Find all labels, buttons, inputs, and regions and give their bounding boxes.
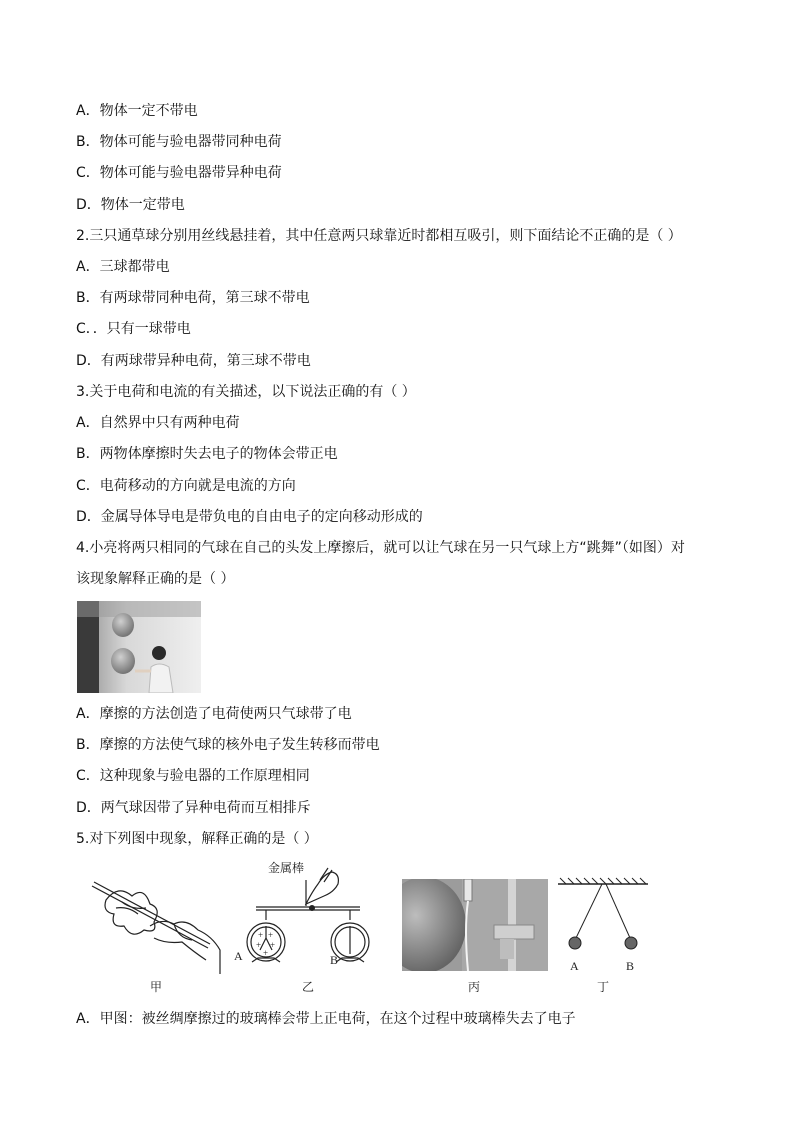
q3-stem: 3.关于电荷和电流的有关描述，以下说法正确的有（ ） [76, 384, 416, 400]
q4-option-d: D．两气球因带了异种电荷而互相排斥 [76, 800, 311, 816]
q3-option-d: D．金属导体导电是带负电的自由电子的定向移动形成的 [76, 509, 423, 525]
svg-text:+: + [256, 940, 262, 950]
q1-option-b: B．物体可能与验电器带同种电荷 [76, 134, 282, 150]
q2-option-d: D．有两球带异种电荷，第三球不带电 [76, 353, 311, 369]
caption-yi: 乙 [302, 980, 315, 994]
figure-jia [88, 878, 224, 974]
figure-bing [402, 879, 548, 971]
svg-text:+: + [270, 940, 276, 950]
ding-label-b: B [626, 959, 635, 973]
caption-ding: 丁 [597, 980, 610, 994]
q4-option-a: A．摩擦的方法创造了电荷使两只气球带了电 [76, 706, 352, 722]
q4-option-b: B．摩擦的方法使气球的核外电子发生转移而带电 [76, 737, 380, 753]
q4-stem-line2: 该现象解释正确的是（ ） [76, 571, 235, 587]
q1-option-a: A．物体一定不带电 [76, 103, 198, 119]
q2-option-c: C．．只有一球带电 [76, 321, 191, 337]
q1-option-c: C．物体可能与验电器带异种电荷 [76, 165, 282, 181]
q4-stem-line1: 4.小亮将两只相同的气球在自己的头发上摩擦后，就可以让气球在另一只气球上方“跳舞”（如图）对 [76, 540, 685, 556]
q3-option-a: A．自然界中只有两种电荷 [76, 415, 240, 431]
q2-option-a: A．三球都带电 [76, 259, 170, 275]
balloon-photo [77, 601, 201, 693]
yi-rod-label: 金属棒 [268, 861, 305, 875]
svg-text:+: + [268, 930, 274, 940]
q3-option-c: C．电荷移动的方向就是电流的方向 [76, 478, 296, 494]
q2-stem: 2.三只通草球分别用丝线悬挂着，其中任意两只球靠近时都相互吸引，则下面结论不正确的是（ ） [76, 228, 682, 244]
q2-option-b: B．有两球带同种电荷，第三球不带电 [76, 290, 310, 306]
caption-jia: 甲 [150, 980, 163, 994]
yi-label-b: B [330, 953, 339, 967]
figure-ding [556, 876, 652, 976]
q5-option-a: A．甲图：被丝绸摩擦过的玻璃棒会带上正电荷，在这个过程中玻璃棒失去了电子 [76, 1011, 576, 1027]
ding-label-a: A [570, 959, 579, 973]
q3-option-b: B．两物体摩擦时失去电子的物体会带正电 [76, 446, 338, 462]
yi-label-a: A [234, 949, 243, 963]
svg-text:+: + [258, 930, 264, 940]
q4-option-c: C．这种现象与验电器的工作原理相同 [76, 768, 310, 784]
svg-text:+: + [263, 948, 269, 958]
caption-bing: 丙 [468, 980, 481, 994]
q5-stem: 5.对下列图中现象，解释正确的是（ ） [76, 831, 318, 847]
q1-option-d: D．物体一定带电 [76, 197, 185, 213]
figure-yi [232, 858, 392, 976]
